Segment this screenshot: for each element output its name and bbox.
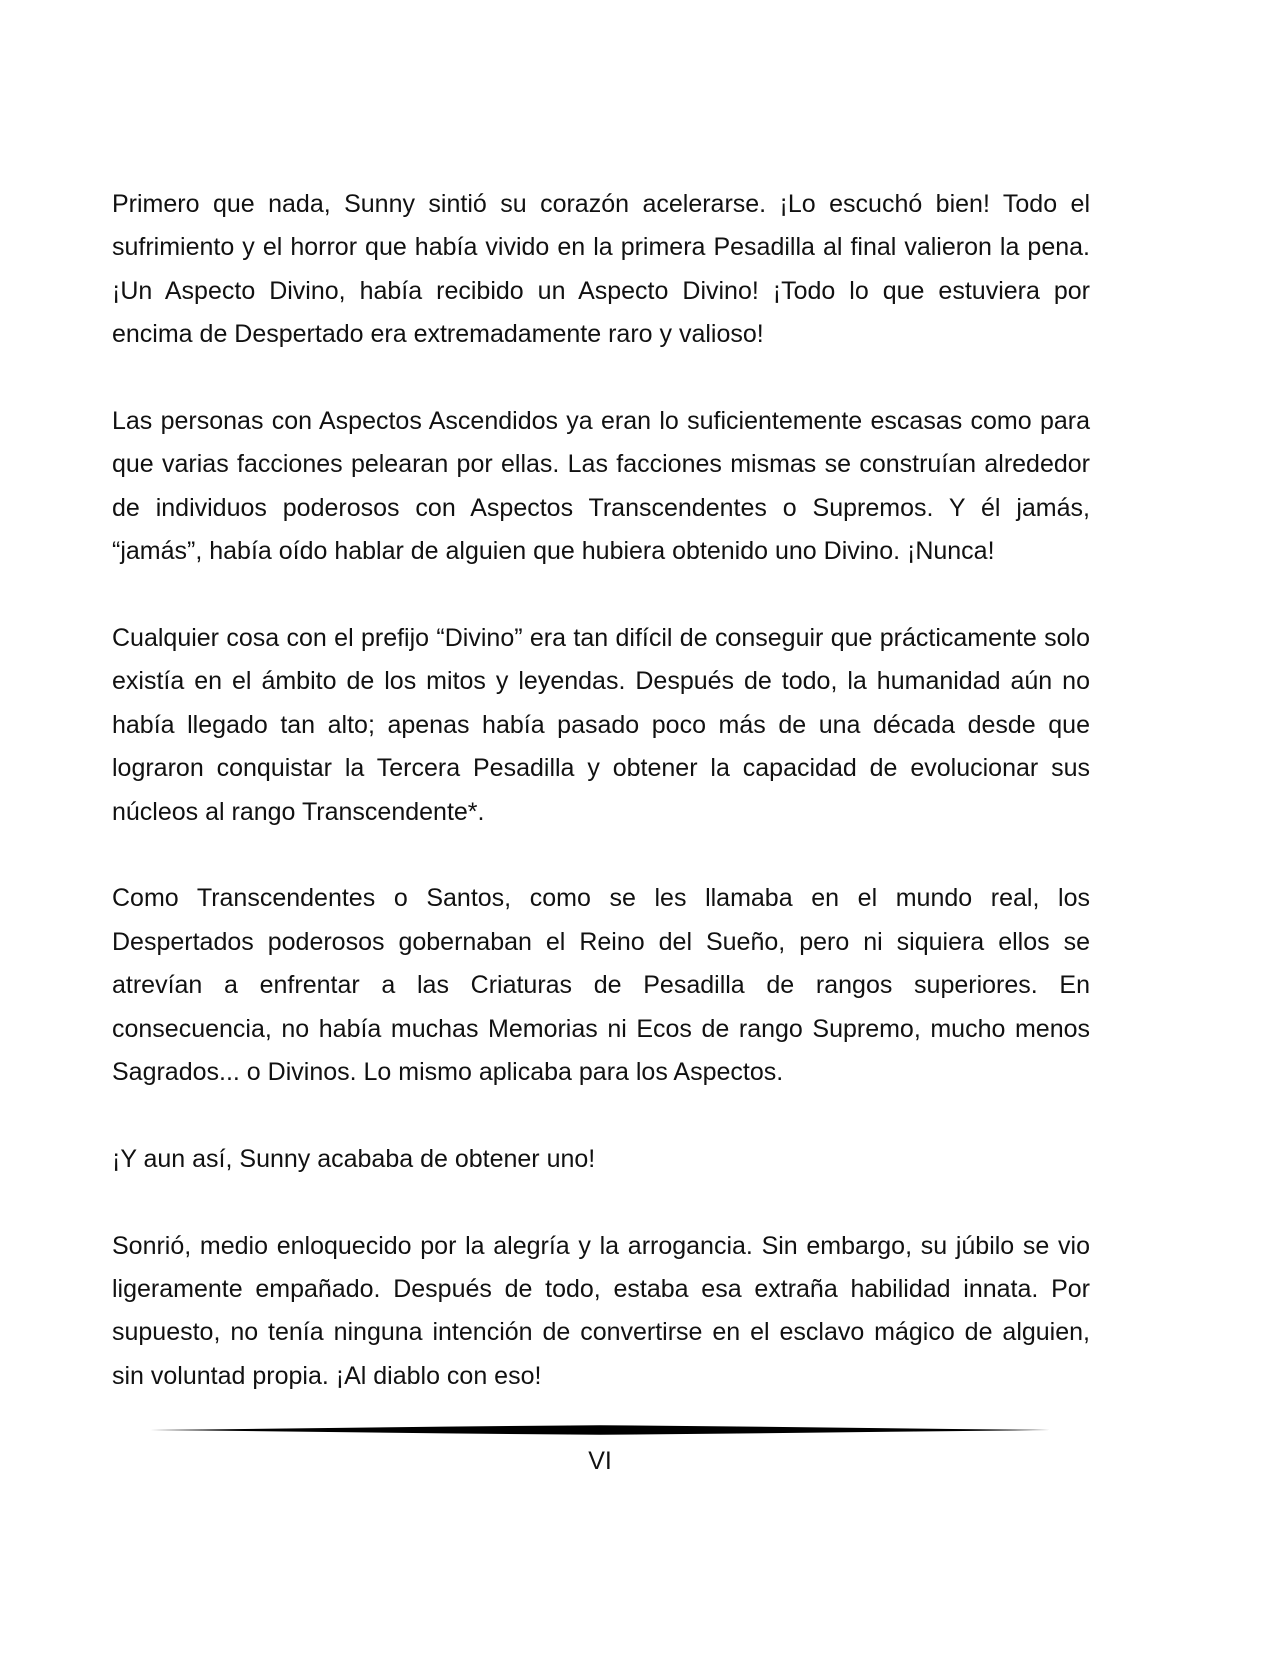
paragraph-2: Las personas con Aspectos Ascendidos ya eran lo suficientemente escasas como para que varias facciones pelearan por ellas. Las facciones mismas se construían alrededor de individuos poderosos con Aspectos Transcendentes o Supremos. Y él jamás, “jamás”, había oído hablar de alguien que hubiera obtenido uno Divino. ¡Nunca! [112, 407, 1090, 566]
ornamental-divider [150, 1424, 1050, 1436]
paragraph-5: ¡Y aun así, Sunny acababa de obtener uno! [112, 1144, 596, 1173]
paragraph-3: Cualquier cosa con el prefijo “Divino” era tan difícil de conseguir que prácticamente solo existía en el ámbito de los mitos y leyendas. Después de todo, la humanidad aún no había llegado tan alto; apenas había pasado poco más de una década desde que lograron conquistar la Tercera Pesadilla y obtener la capacidad de evolucionar sus núcleos al rango Transcendente*. [112, 624, 1090, 826]
page-number: VI [588, 1447, 612, 1475]
paragraph-6: Sonrió, medio enloquecido por la alegría y la arrogancia. Sin embargo, su júbilo se vio ligeramente empañado. Después de todo, estaba esa extraña habilidad innata. Por supuesto, no tenía ninguna intención de convertirse en el esclavo mágico de alguien, sin voluntad propia. ¡Al diablo con eso! [112, 1231, 1090, 1390]
body-text [112, 183, 1090, 1398]
paragraph-1: Primero que nada, Sunny sintió su corazón acelerarse. ¡Lo escuchó bien! Todo el sufrimiento y el horror que había vivido en la primera Pesadilla al final valieron la pena. ¡Un Aspecto Divino, había recibido un Aspecto Divino! ¡Todo lo que estuviera por encima de Despertado era extremadamente raro y valioso! [112, 190, 1090, 349]
paragraph-4: Como Transcendentes o Santos, como se les llamaba en el mundo real, los Despertados poderosos gobernaban el Reino del Sueño, pero ni siquiera ellos se atrevían a enfrentar a las Criaturas de Pesadilla de rangos superiores. En consecuencia, no había muchas Memorias ni Ecos de rango Supremo, mucho menos Sagrados... o Divinos. Lo mismo aplicaba para los Aspectos. [112, 884, 1090, 1087]
